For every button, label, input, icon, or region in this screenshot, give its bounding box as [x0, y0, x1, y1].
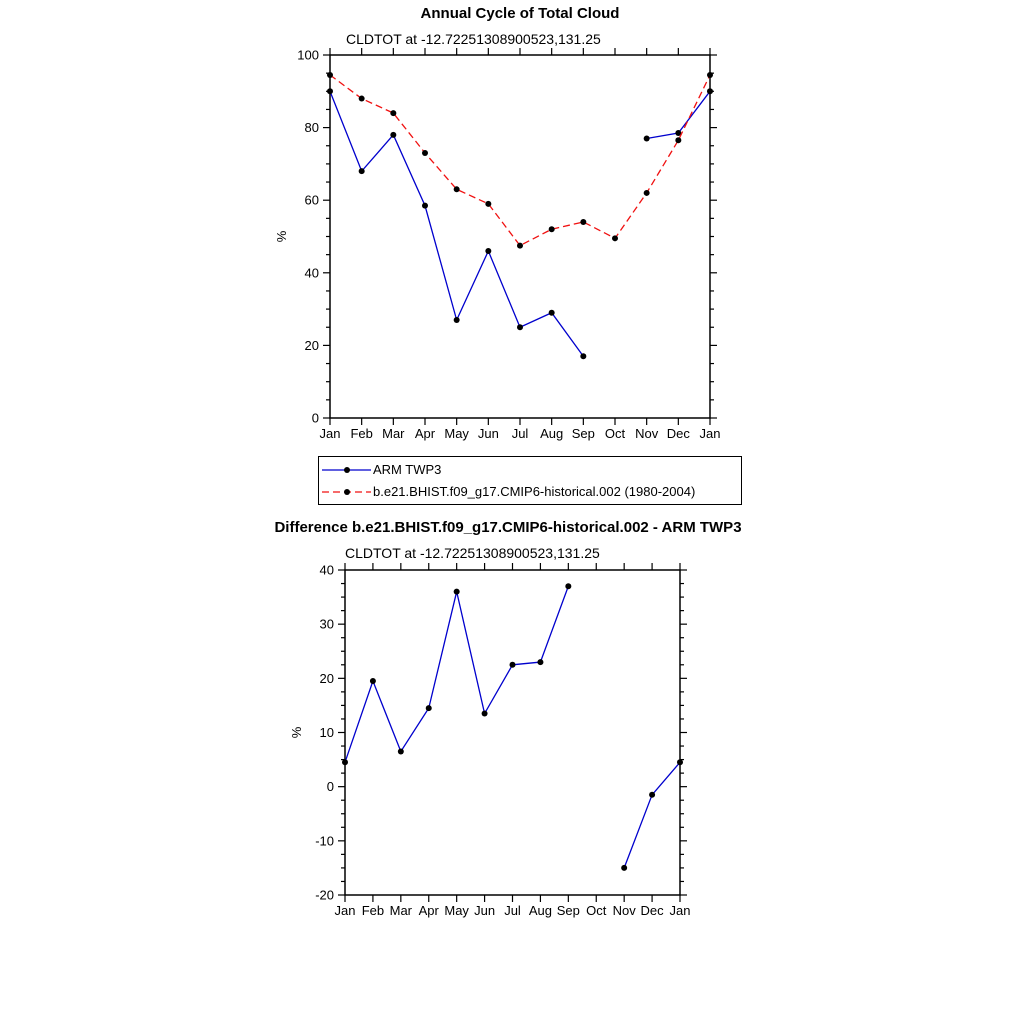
y-axis-title: %	[289, 726, 304, 739]
y-tick-label: 80	[304, 120, 319, 136]
y-tick-label: -10	[315, 833, 334, 849]
x-tick-label: Jul	[511, 426, 529, 441]
bottom-chart-subtitle: CLDTOT at -12.72251308900523,131.25	[345, 545, 600, 561]
y-tick-label: 30	[319, 616, 334, 632]
x-tick-label: Sep	[556, 903, 580, 918]
x-tick-label: Jul	[504, 903, 521, 918]
legend-entry-arm-twp3	[321, 459, 741, 481]
y-tick-label: 10	[319, 725, 334, 740]
x-tick-label: Aug	[528, 903, 552, 918]
series-markers-0	[342, 583, 683, 871]
top-chart-canvas	[260, 44, 760, 456]
plot-frame	[330, 55, 710, 418]
x-tick-label: Nov	[635, 426, 659, 441]
x-tick-label: Jun	[477, 426, 499, 441]
x-tick-label: Sep	[571, 426, 595, 441]
series-markers-1	[327, 72, 713, 249]
x-tick-label: Jan	[699, 426, 721, 441]
x-tick-label: Feb	[350, 426, 373, 441]
series-line-0	[345, 586, 680, 868]
legend-solid-line-icon	[321, 462, 373, 478]
legend-box	[318, 456, 742, 505]
y-tick-label: -20	[315, 887, 334, 903]
y-tick-label: 0	[326, 779, 334, 795]
bottom-chart-title: Difference b.e21.BHIST.f09_g17.CMIP6-historical.002 - ARM TWP3	[274, 519, 742, 536]
series-line-0	[330, 91, 710, 356]
series-markers-0	[327, 88, 713, 359]
x-tick-label: Jun	[474, 903, 496, 918]
x-tick-label: Apr	[414, 426, 436, 441]
x-tick-label: May	[444, 426, 469, 441]
y-tick-label: 60	[304, 192, 319, 208]
legend-label-arm-twp3: ARM TWP3	[373, 462, 442, 477]
x-tick-label: Aug	[540, 426, 564, 441]
y-tick-label: 20	[319, 670, 334, 686]
x-tick-label: Nov	[612, 903, 636, 918]
x-tick-label: Dec	[666, 426, 690, 441]
y-tick-label: 0	[311, 410, 319, 426]
x-tick-label: Oct	[604, 426, 626, 441]
x-tick-label: Apr	[418, 903, 439, 918]
axis-labels	[274, 48, 720, 442]
bottom-chart-canvas	[260, 560, 760, 922]
y-tick-label: 40	[319, 562, 334, 578]
plot-frame	[345, 570, 680, 895]
x-tick-label: Jan	[319, 426, 341, 441]
legend-entry-model	[321, 481, 741, 503]
x-tick-label: Dec	[640, 903, 664, 918]
y-tick-label: 40	[304, 265, 319, 281]
y-tick-label: 20	[304, 337, 319, 353]
x-tick-label: Mar	[382, 426, 405, 441]
x-tick-label: Oct	[586, 903, 607, 918]
x-tick-label: May	[444, 903, 469, 918]
axis-ticks	[338, 563, 687, 902]
x-tick-label: Feb	[361, 903, 385, 918]
x-tick-label: Jan	[334, 903, 356, 918]
top-chart-title: Annual Cycle of Total Cloud	[420, 5, 620, 22]
axis-labels	[289, 563, 690, 919]
y-tick-label: 100	[297, 47, 319, 63]
x-tick-label: Jan	[669, 903, 691, 918]
y-axis-title: %	[274, 230, 289, 243]
x-tick-label: Mar	[389, 903, 413, 918]
top-chart-subtitle: CLDTOT at -12.72251308900523,131.25	[346, 31, 601, 47]
legend-dashed-line-icon	[321, 484, 373, 500]
legend-label-model: b.e21.BHIST.f09_g17.CMIP6-historical.002 (1980-2004)	[373, 484, 696, 499]
series-line-1	[330, 75, 710, 246]
axis-ticks	[323, 48, 717, 425]
